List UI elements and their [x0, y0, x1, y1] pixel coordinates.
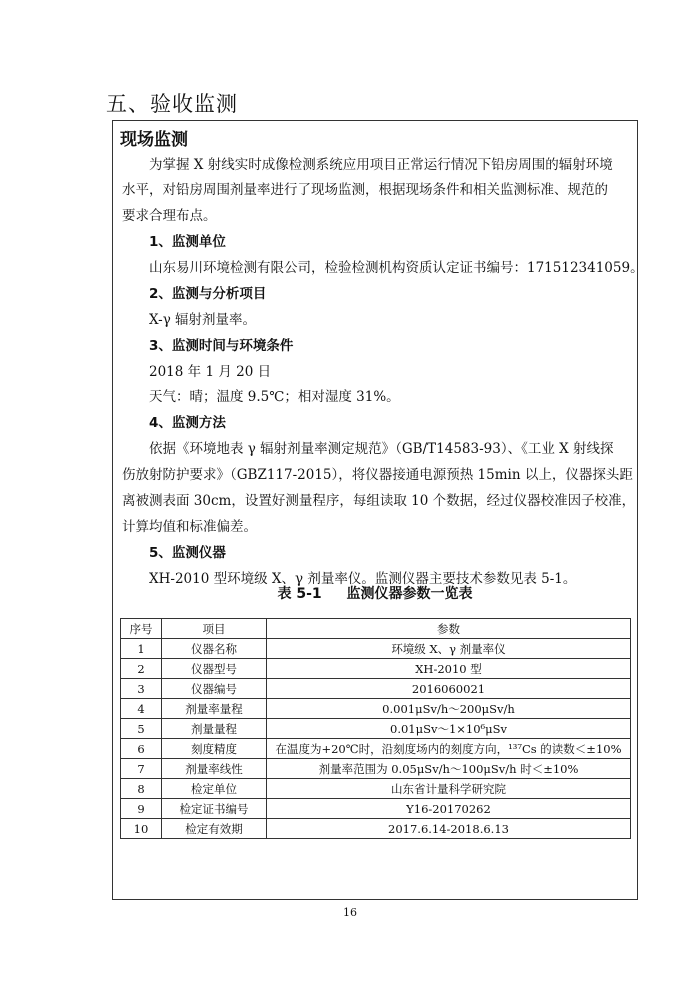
table-caption-number: 表 5-1 [277, 586, 322, 602]
intro-line-2: 水平，对铅房周围剂量率进行了现场监测，根据现场条件和相关监测标准、规范的 [122, 182, 608, 198]
weather-conditions: 天气：晴；温度 9.5℃；相对湿度 31%。 [149, 389, 400, 405]
cell-index: 3 [121, 679, 162, 699]
method-line-2: 伤放射防护要求》（GBZ117-2015），将仪器接通电源预热 15min 以上，仪器探头距 [122, 467, 633, 483]
table-caption [113, 583, 637, 603]
method-line-1: 依据《环境地表 γ 辐射剂量率测定规范》（GB/T14583-93）、《工业 X 射线探 [149, 441, 614, 457]
cell-index: 8 [121, 779, 162, 799]
page-number: 16 [343, 906, 357, 919]
cell-parameter: 环境级 X、γ 剂量率仪 [267, 639, 631, 659]
method-line-3: 离被测表面 30cm，设置好测量程序，每组读取 10 个数据，经过仪器校准因子校准， [122, 493, 636, 509]
header-item: 项目 [162, 619, 267, 639]
cell-parameter: 2017.6.14-2018.6.13 [267, 819, 631, 839]
table-row [121, 639, 631, 659]
method-line-4: 计算均值和标准偏差。 [122, 519, 257, 535]
table-row [121, 799, 631, 819]
table-row [121, 659, 631, 679]
cell-item: 仪器名称 [162, 639, 267, 659]
cell-parameter: Y16-20170262 [267, 799, 631, 819]
cell-index: 2 [121, 659, 162, 679]
cell-item: 刻度精度 [162, 739, 267, 759]
heading-instrument: 5、监测仪器 [149, 545, 226, 561]
header-parameter: 参数 [267, 619, 631, 639]
table-row [121, 719, 631, 739]
heading-time-conditions: 3、监测时间与环境条件 [149, 338, 294, 354]
cell-item: 剂量率量程 [162, 699, 267, 719]
heading-monitoring-items: 2、监测与分析项目 [149, 286, 267, 302]
intro-line-3: 要求合理布点。 [122, 208, 217, 224]
header-index: 序号 [121, 619, 162, 639]
cell-parameter: 在温度为+20℃时，沿刻度场内的刻度方向，¹³⁷Cs 的读数＜±10% [267, 739, 631, 759]
cell-index: 6 [121, 739, 162, 759]
cell-parameter: 2016060021 [267, 679, 631, 699]
intro-line-1: 为掌握 X 射线实时成像检测系统应用项目正常运行情况下铅房周围的辐射环境 [149, 157, 613, 173]
instrument-text: XH-2010 型环境级 X、γ 剂量率仪。监测仪器主要技术参数见表 5-1。 [149, 571, 577, 587]
table-row [121, 779, 631, 799]
cell-parameter: 山东省计量科学研究院 [267, 779, 631, 799]
cell-item: 剂量率线性 [162, 759, 267, 779]
cell-index: 7 [121, 759, 162, 779]
table-header-row [121, 619, 631, 639]
cell-index: 10 [121, 819, 162, 839]
cell-index: 1 [121, 639, 162, 659]
on-site-monitoring-box [112, 120, 644, 900]
cell-item: 检定证书编号 [162, 799, 267, 819]
cell-item: 仪器型号 [162, 659, 267, 679]
cell-index: 5 [121, 719, 162, 739]
table-row [121, 739, 631, 759]
table-caption-title: 监测仪器参数一览表 [346, 586, 473, 602]
cell-parameter: 0.001μSv/h～200μSv/h [267, 699, 631, 719]
cell-parameter: 0.01μSv～1×10⁶μSv [267, 719, 631, 739]
table-row [121, 759, 631, 779]
heading-monitoring-unit: 1、监测单位 [149, 234, 226, 250]
cell-index: 4 [121, 699, 162, 719]
box-title: 现场监测 [120, 130, 188, 150]
monitoring-unit-text: 山东易川环境检测有限公司，检验检测机构资质认定证书编号：171512341059。 [149, 260, 644, 276]
cell-parameter: XH-2010 型 [267, 659, 631, 679]
heading-monitoring-method: 4、监测方法 [149, 415, 226, 431]
table-row [121, 699, 631, 719]
monitoring-items-text: X-γ 辐射剂量率。 [149, 312, 257, 328]
cell-index: 9 [121, 799, 162, 819]
table-row [121, 679, 631, 699]
cell-item: 检定单位 [162, 779, 267, 799]
cell-item: 检定有效期 [162, 819, 267, 839]
cell-item: 仪器编号 [162, 679, 267, 699]
instrument-parameters-table [120, 618, 631, 839]
section-title: 五、验收监测 [106, 92, 238, 116]
table-row [121, 819, 631, 839]
cell-item: 剂量量程 [162, 719, 267, 739]
cell-parameter: 剂量率范围为 0.05μSv/h～100μSv/h 时＜±10% [267, 759, 631, 779]
monitoring-date: 2018 年 1 月 20 日 [149, 364, 272, 380]
